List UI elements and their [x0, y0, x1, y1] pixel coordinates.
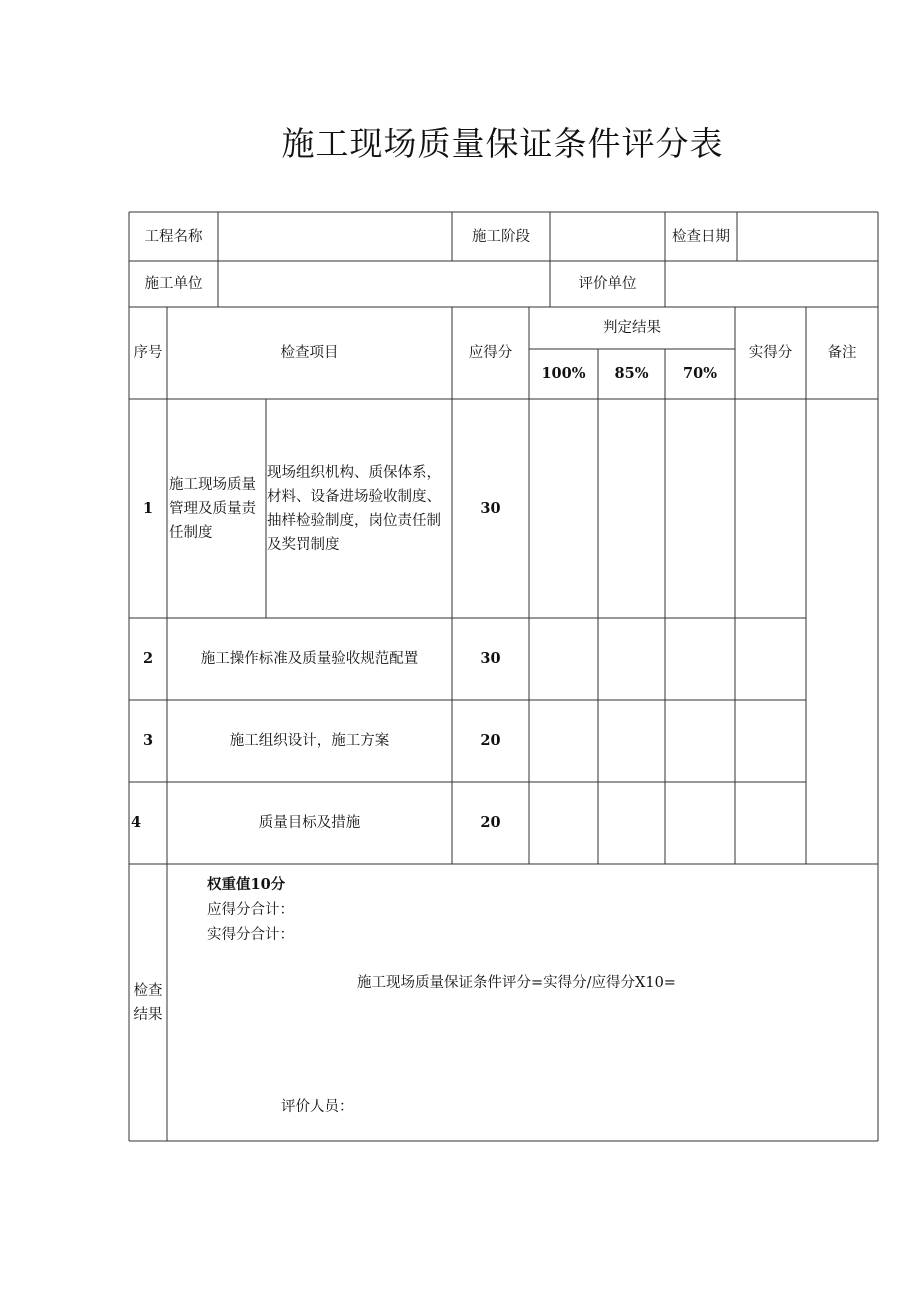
row-1-seq: 1 [142, 499, 154, 517]
due-score-total: 应得分合计： [207, 902, 294, 918]
row-3-score: 20 [480, 732, 501, 749]
score-formula: 施工现场质量保证条件评分=实得分/应得分X10= [357, 975, 676, 991]
col-100-header: 100% [541, 365, 586, 382]
col-item-header: 检查项目 [280, 345, 339, 361]
col-70-header: 70% [683, 365, 717, 382]
row-4-seq: 4 [131, 814, 142, 831]
weight-value: 权重值10分 [207, 876, 286, 893]
row-2-score: 30 [480, 650, 501, 667]
construction-unit-value[interactable] [218, 261, 550, 307]
project-name-label: 工程名称 [144, 228, 203, 245]
col-due-score-header: 应得分 [468, 345, 513, 361]
row-2-item: 施工操作标准及质量验收规范配置 [200, 651, 419, 667]
construction-unit-label: 施工单位 [144, 276, 203, 292]
row-4-item: 质量目标及措施 [258, 815, 361, 831]
row-1-score: 30 [480, 499, 501, 517]
construction-stage-label: 施工阶段 [472, 228, 530, 245]
evaluator-label: 评价人员： [281, 1099, 354, 1115]
row-4-score: 20 [480, 814, 501, 831]
col-remarks-header: 备注 [827, 345, 857, 361]
col-judgement-header: 判定结果 [603, 320, 661, 336]
row-3-seq: 3 [142, 732, 154, 749]
evaluation-unit-label: 评价单位 [578, 276, 637, 292]
construction-stage-value[interactable] [550, 212, 665, 261]
check-date-label: 检查日期 [672, 228, 730, 245]
actual-score-total: 实得分合计： [207, 927, 294, 943]
col-seq-header: 序号 [133, 345, 163, 361]
check-result-label: 检查结果 [133, 982, 163, 1023]
col-85-header: 85% [614, 365, 649, 382]
evaluation-unit-value[interactable] [665, 261, 878, 307]
row-1-item: 施工现场质量管理及质量责任制度 [169, 476, 256, 541]
project-name-value[interactable] [218, 212, 452, 261]
row-3-item: 施工组织设计，施工方案 [229, 733, 390, 749]
page-title: 施工现场质量保证条件评分表 [281, 124, 724, 163]
row-1-detail: 现场组织机构、质保体系，材料、设备进场验收制度、抽样检验制度，岗位责任制及奖罚制度 [267, 464, 441, 553]
row-2-seq: 2 [142, 650, 154, 667]
col-actual-score-header: 实得分 [748, 345, 793, 361]
check-date-value[interactable] [737, 212, 878, 261]
